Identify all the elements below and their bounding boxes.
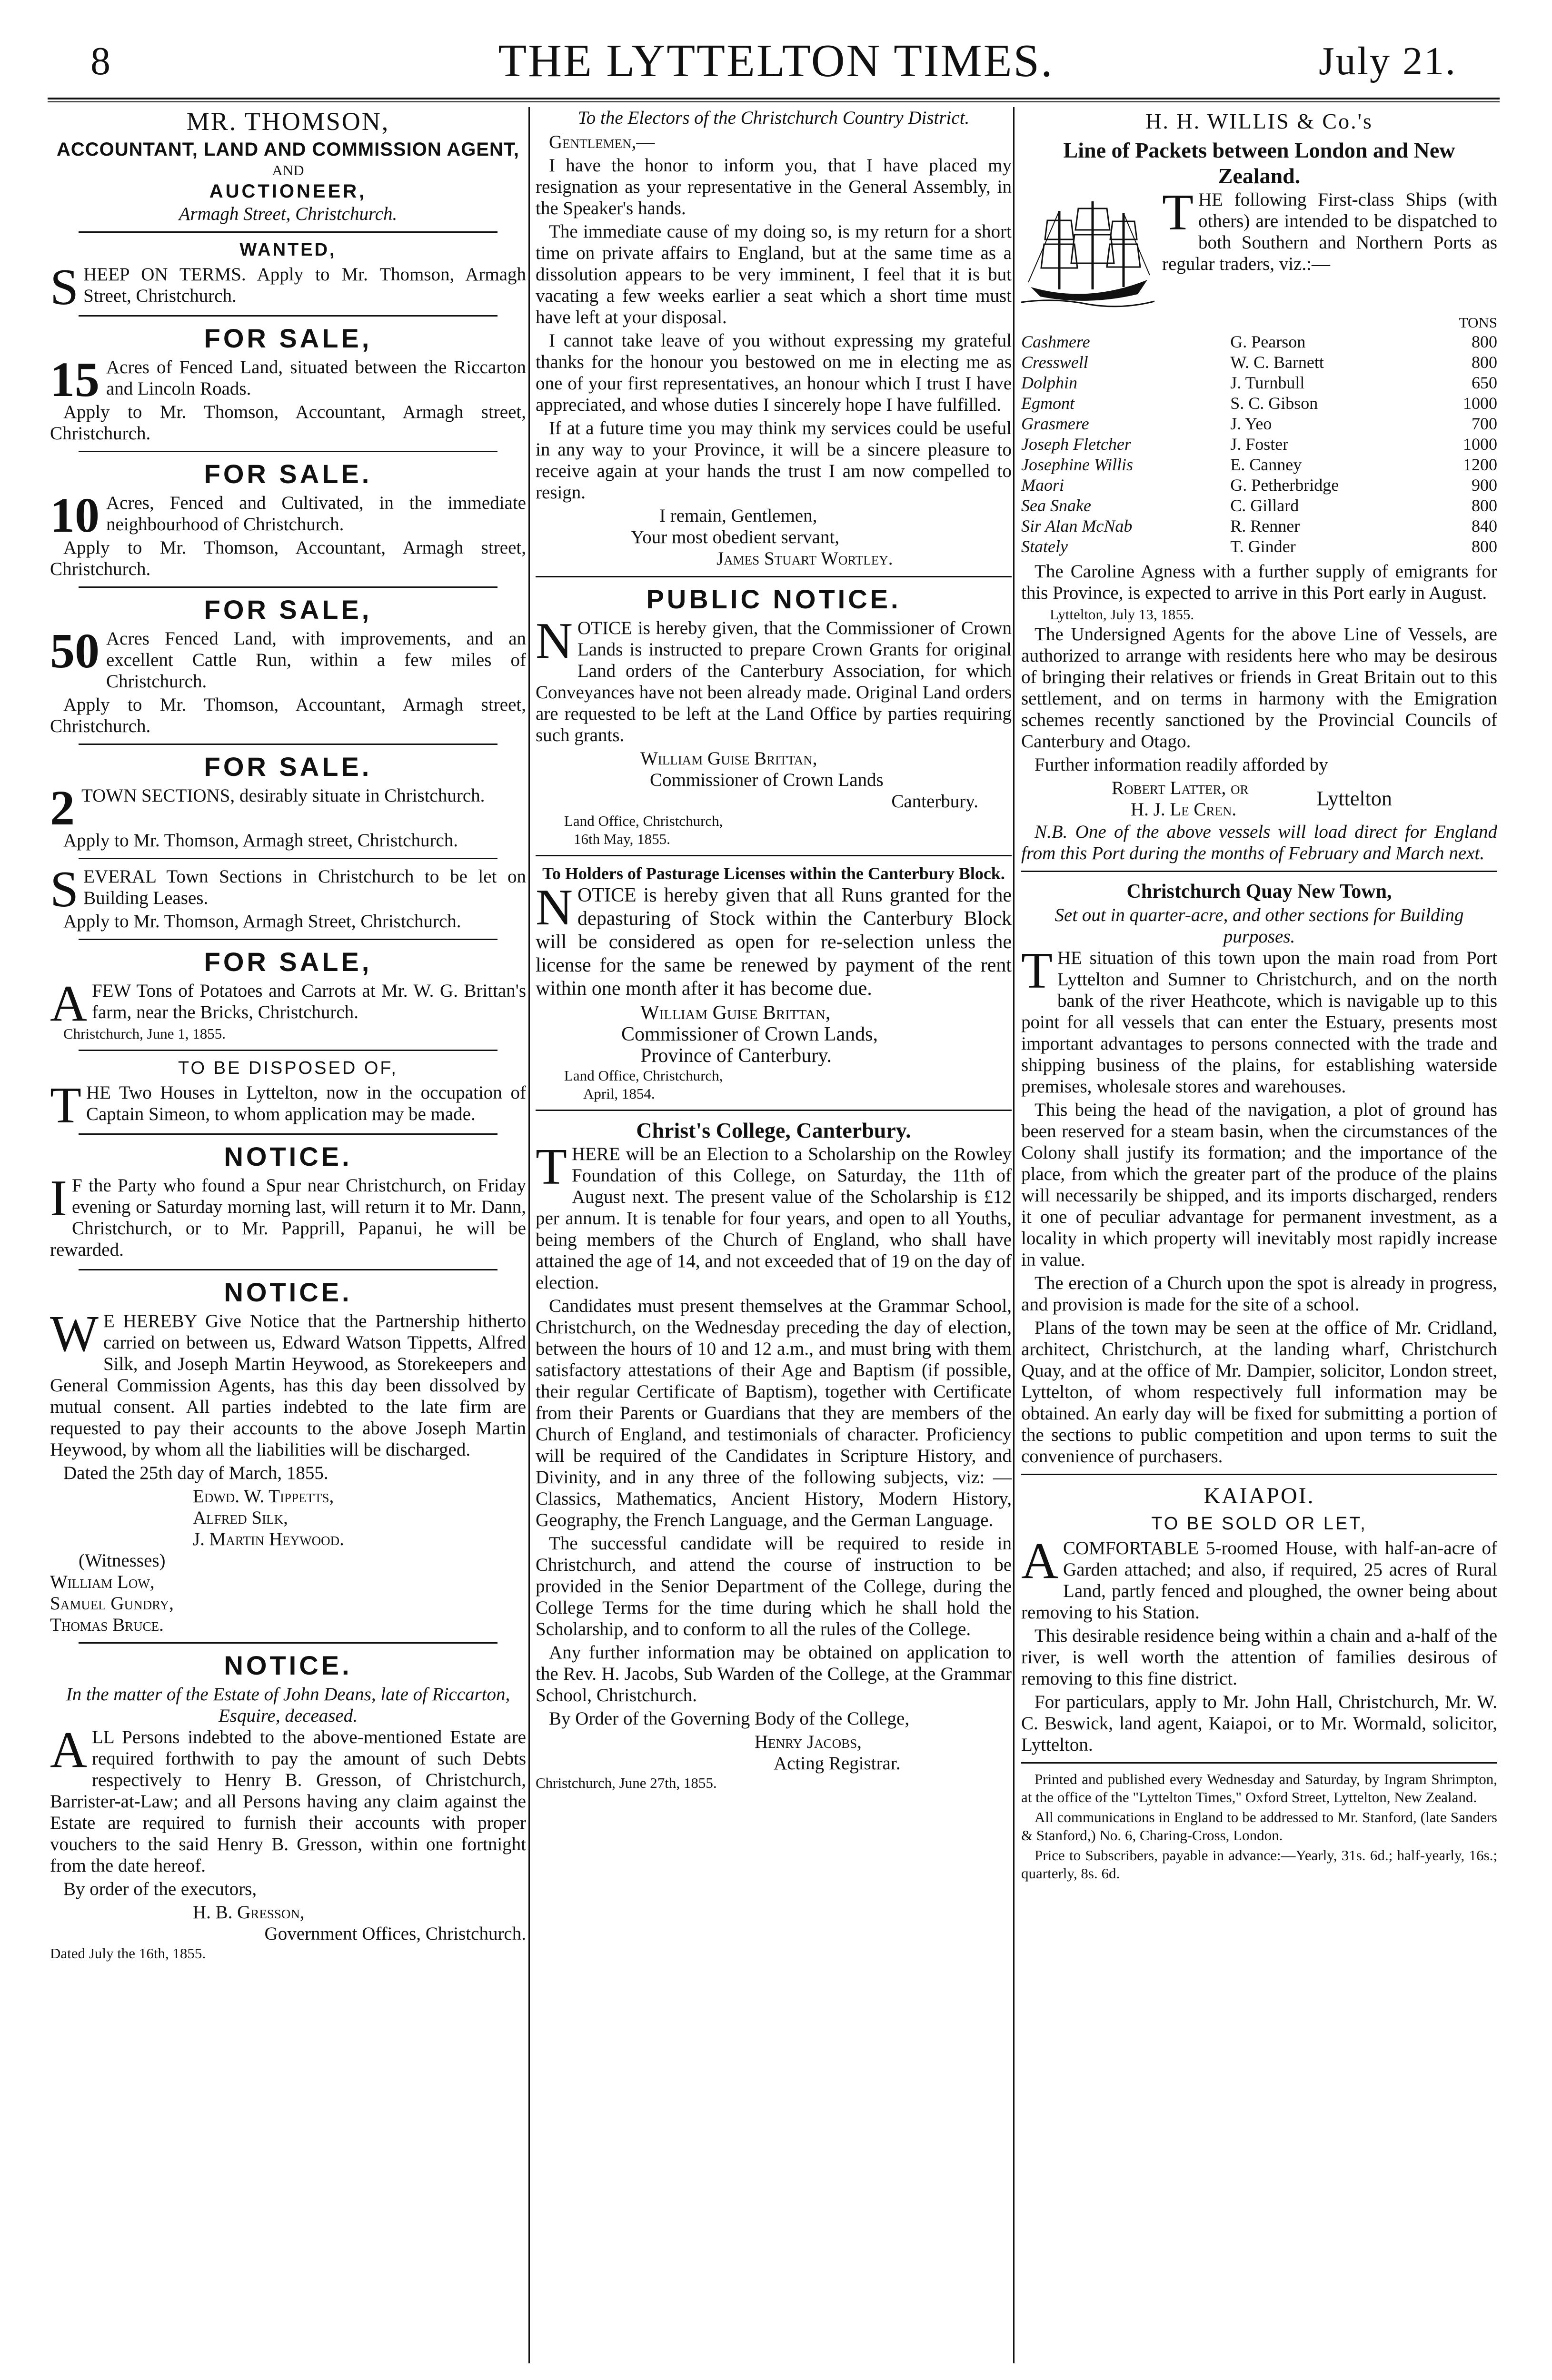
drop-cap: I <box>50 1170 67 1227</box>
drop-cap: T <box>536 1139 567 1195</box>
ship-tonnage: 800 <box>1472 496 1497 515</box>
drop-cap: A <box>50 975 87 1032</box>
ad-paragraph: This desirable residence being within a chain and a-half of the river, is well worth the attention of families desirous of removing to this fine district. <box>1021 1626 1497 1689</box>
separator <box>79 1642 497 1644</box>
ad-office: Land Office, Christchurch, <box>564 1067 723 1084</box>
ad-heading: WANTED, <box>239 240 337 260</box>
letter-paragraph: The immediate cause of my doing so, is my return for a short time on private affairs to England, but at the same time as a dissolution appears to be very imminent, I feel that it is but vacating a few weeks earlier a seat which a short time must have left at your disposal. <box>536 221 1012 327</box>
advertiser-name: H. H. WILLIS & Co.'s <box>1145 109 1373 133</box>
ad-heading: FOR SALE. <box>204 752 372 782</box>
column-right <box>1021 107 1497 1884</box>
separator <box>79 858 497 859</box>
ad-heading: KAIAPOI. <box>1204 1483 1315 1508</box>
ad-text: HE Two Houses in Lyttelton, now in the occupation of Captain Simeon, to whom application may be made. <box>86 1082 526 1124</box>
advertiser-title-2: AUCTIONEER, <box>209 181 367 202</box>
ship-captain: G. Petherbridge <box>1230 476 1339 495</box>
ship-captain: J. Turnbull <box>1230 373 1305 392</box>
column-divider <box>528 107 530 2363</box>
imprint-paragraph: Price to Subscribers, payable in advance:—Yearly, 31s. 6d.; half-yearly, 16s.; quarterly, 8s. 6d. <box>1021 1847 1497 1882</box>
ship-row <box>1021 475 1497 496</box>
ad-order: By order of the executors, <box>63 1879 257 1899</box>
ship-name: Cashmere <box>1021 332 1090 351</box>
letter-closing: Your most obedient servant, <box>631 527 840 547</box>
ship-captain: W. C. Barnett <box>1230 353 1324 372</box>
ad-office: Land Office, Christchurch, <box>564 813 723 829</box>
ad-heading: FOR SALE, <box>204 323 372 353</box>
ad-heading: Christ's College, Canterbury. <box>636 1118 911 1142</box>
ship-tonnage: 1200 <box>1463 455 1497 474</box>
ship-name: Maori <box>1021 476 1064 495</box>
witness-name: Thomas Bruce. <box>50 1615 164 1635</box>
section-number: 2 <box>50 781 75 835</box>
ad-paragraph: The erection of a Church upon the spot is already in progress, and provision is made for the site of a school. <box>1021 1273 1497 1315</box>
ship-name: Dolphin <box>1021 373 1078 392</box>
ship-name: Joseph Fletcher <box>1021 435 1131 454</box>
signature: Alfred Silk, <box>193 1507 288 1528</box>
ad-paragraph: Any further information may be obtained on application to the Rev. H. Jacobs, Sub Warden of the College, at the Grammar School, Christchurch. <box>536 1642 1012 1706</box>
column-divider <box>1013 107 1015 2363</box>
ship-row <box>1021 393 1497 414</box>
witness-name: William Low, <box>50 1572 155 1592</box>
separator <box>79 744 497 745</box>
ad-date: Lyttelton, July 13, 1855. <box>1050 606 1194 623</box>
witnesses-label: (Witnesses) <box>79 1550 166 1571</box>
ad-note: N.B. One of the above vessels will load direct for England from this Port during the months of February and March next. <box>1021 822 1497 863</box>
signature: James Stuart Wortley. <box>716 548 893 569</box>
letter-paragraph: If at a future time you may think my services could be useful in any way to your Province, it will be a sincere pleasure to receive again at your hands the trust I am now compelled to resign. <box>536 418 1012 503</box>
ad-heading: FOR SALE, <box>204 947 372 977</box>
ad-subheading: Set out in quarter-acre, and other sections for Building purposes. <box>1055 905 1464 947</box>
ad-heading: NOTICE. <box>224 1650 352 1680</box>
separator <box>1021 1762 1497 1764</box>
ad-paragraph: Candidates must present themselves at the Grammar School, Christchurch, on the Wednesday preceding the day of election, between the hours of 10 and 12 a.m., and must bring with them satisfactory attestations of their Age and Baptism (if possible, their regular Certificate of Baptism), together with Certificate from their Parents or Guardians that they are members of the Church of England, and testimonials of character. Proficiency will be required of the Candidates in Scripture History, and Divinity, and in any three of the following subjects, viz: —Classics, Mathematics, Ancient History, Modern History, Geography, the French Language, and the German Language. <box>536 1296 1012 1530</box>
ad-apply: Apply to Mr. Thomson, Armagh street, Christchurch. <box>63 830 458 851</box>
ship-tonnage: 650 <box>1472 373 1497 392</box>
agent-name: Robert Latter, or <box>1112 778 1249 798</box>
ad-paragraph: This being the head of the navigation, a plot of ground has been reserved for a steam basin, when the circumstances of the Colony shall justify its formation; and the importance of the place, from which the greater part of the produce of the plains will necessarily be shipped, and its imports discharged, renders it one of peculiar advantage for permanent investment, as a locality in which property will inevitably most rapidly increase in value. <box>1021 1100 1497 1270</box>
header-rule-thin <box>48 101 1500 102</box>
imprint-paragraph: Printed and published every Wednesday and Saturday, by Ingram Shrimpton, at the office of the "Lyttelton Times," Oxford Street, Lyttelton, New Zealand. <box>1021 1771 1497 1805</box>
ad-paragraph: The successful candidate will be required to reside in Christchurch, and attend the course of instruction to be provided in the Senior Department of the College, during the College Terms for the time during which he shall hold the Scholarship, and to conform to all the rules of the College. <box>536 1533 1012 1639</box>
ad-disposed <box>50 1058 526 1134</box>
ad-subheading: In the matter of the Estate of John Deans, late of Riccarton, Esquire, deceased. <box>66 1684 510 1726</box>
header-rule <box>48 98 1500 99</box>
ad-text: OTICE is hereby given that all Runs granted for the depasturing of Stock within the Canterbury Block will be considered as open for re-selection unless the license for the same be renewed by payment of the rent within one month after it has become due. <box>536 884 1012 1000</box>
ship-captain: T. Ginder <box>1230 537 1296 556</box>
ship-tonnage: 800 <box>1472 537 1497 556</box>
separator <box>79 1050 497 1051</box>
ad-paragraph: The Caroline Agness with a further supply of emigrants for this Province, is expected to arrive in this Port early in August. <box>1021 561 1497 603</box>
ad-heading: Line of Packets between London and New Zealand. <box>1063 138 1455 188</box>
ship-captain: C. Gillard <box>1230 496 1299 515</box>
signature-office: Government Offices, Christchurch. <box>264 1924 526 1944</box>
drop-cap: W <box>50 1306 99 1362</box>
agent-place: Lyttelton <box>1316 787 1392 810</box>
ship-row <box>1021 414 1497 434</box>
separator <box>79 451 497 452</box>
ship-row <box>1021 373 1497 393</box>
ships-table <box>1021 332 1497 557</box>
drop-cap: T <box>1162 184 1194 241</box>
ship-row <box>1021 455 1497 475</box>
ad-text: Acres Fenced Land, with improvements, and an excellent Cattle Run, within a few miles of Christchurch. <box>106 628 526 692</box>
ad-pasturage-notice <box>536 863 1012 1103</box>
ship-name: Josephine Willis <box>1021 455 1133 474</box>
separator <box>1021 871 1497 872</box>
letter-closing: I remain, Gentlemen, <box>659 506 817 526</box>
advertiser-name: MR. THOMSON, <box>186 107 390 136</box>
ship-tonnage: 900 <box>1472 476 1497 495</box>
ad-heading: To Holders of Pasturage Licenses within the Canterbury Block. <box>542 864 1005 883</box>
ship-row <box>1021 496 1497 516</box>
ship-name: Sir Alan McNab <box>1021 516 1133 536</box>
ad-thomson <box>50 107 526 225</box>
ad-text: HE situation of this town upon the main road from Port Lyttelton and Sumner to Christchurch, and on the north bank of the river Heathcote, which is navigable up to this point for all vessels that can enter the Estuary, presents most important advantages to persons connected with the trade and shipping business of the plains, for establishing waterside premises, wholesale stores and warehouses. <box>1021 948 1497 1097</box>
separator <box>79 1133 497 1135</box>
ad-subheading: TO BE SOLD OR LET, <box>1151 1514 1367 1534</box>
ad-public-notice <box>536 584 1012 848</box>
ad-paragraph: For particulars, apply to Mr. John Hall, Christchurch, Mr. W. C. Beswick, land agent, Kaiapoi, or to Mr. Wormald, solicitor, Lyttelton. <box>1021 1692 1497 1755</box>
page-number: 8 <box>90 39 110 83</box>
ad-heading: FOR SALE, <box>204 595 372 625</box>
imprint-paragraph: All communications in England to be addressed to Mr. Stanford, (late Sanders & Stanford,) No. 6, Charing-Cross, London. <box>1021 1809 1497 1844</box>
ad-apply: Apply to Mr. Thomson, Armagh Street, Christchurch. <box>63 911 461 932</box>
ad-text: LL Persons indebted to the above-mentioned Estate are required forthwith to pay the amount of such Debts respectively to Henry B. Gresson, of Christchurch, Barrister-at-Law; and all Persons having any claim against the Estate are required to furnish their accounts with proper vouchers to the said Henry B. Gresson, within one fortnight from the date hereof. <box>50 1727 526 1876</box>
ship-captain: S. C. Gibson <box>1230 394 1318 413</box>
ship-captain: E. Canney <box>1230 455 1302 474</box>
acreage-number: 50 <box>50 624 99 678</box>
advertiser-title: ACCOUNTANT, LAND AND COMMISSION AGENT, <box>56 139 520 160</box>
separator <box>79 939 497 940</box>
ad-paragraph: The Undersigned Agents for the above Line of Vessels, are authorized to arrange with residents here who may be desirous of bringing their relatives or friends in Great Britain out to this settlement, and on terms in harmony with the Emigration schemes recently sanctioned by the Provincial Councils of Canterbury and Otago. <box>1021 624 1497 752</box>
ship-row <box>1021 516 1497 536</box>
ship-tonnage: 800 <box>1472 353 1497 372</box>
ship-name: Sea Snake <box>1021 496 1091 515</box>
ad-text: COMFORTABLE 5-roomed House, with half-an-acre of Garden attached; and also, if required, 25 acres of Rural Land, partly fenced and ploughed, the owner being about removing to his Station. <box>1021 1538 1497 1623</box>
column-left <box>50 107 526 1963</box>
ad-several-sections <box>50 861 526 932</box>
ad-wanted <box>50 239 526 316</box>
ad-paragraph: Plans of the town may be seen at the office of Mr. Cridland, architect, Christchurch, at the landing wharf, Christchurch Quay, and at the office of Mr. Dampier, solicitor, London street, Lyttelton, of whom respectively full information may be obtained. An early day will be fixed for submitting a portion of the sections to public competition and upon terms to suit the convenience of purchasers. <box>1021 1318 1497 1467</box>
ship-row <box>1021 536 1497 557</box>
sailing-ship-illustration <box>1021 192 1154 311</box>
ad-heading: PUBLIC NOTICE. <box>646 584 901 614</box>
advertiser-address: Armagh Street, Christchurch. <box>179 204 398 224</box>
ad-text: Acres of Fenced Land, situated between the Riccarton and Lincoln Roads. <box>106 357 526 399</box>
signature: Henry Jacobs, <box>755 1732 862 1752</box>
signature: William Guise Brittan, <box>640 748 817 769</box>
separator <box>79 315 497 317</box>
ad-text: F the Party who found a Spur near Christchurch, on Friday evening or Saturday morning last, will return it to Mr. Dann, Christchurch, or to Mr. Papprill, Papanui, he will be rewarded. <box>50 1175 526 1260</box>
ad-text: TOWN SECTIONS, desirably situate in Christchurch. <box>81 785 485 806</box>
signature-title: Acting Registrar. <box>774 1753 901 1774</box>
letter-paragraph: I have the honor to inform you, that I have placed my resignation as your representative in the General Assembly, in the Speaker's hands. <box>536 155 1012 218</box>
ad-heading: Christchurch Quay New Town, <box>1126 881 1392 902</box>
ad-heading: TO BE DISPOSED OF, <box>178 1058 398 1078</box>
ad-heading: NOTICE. <box>224 1141 352 1171</box>
ad-text: Acres, Fenced and Cultivated, in the immediate neighbourhood of Christchurch. <box>106 493 526 535</box>
ad-text: E HEREBY Give Notice that the Partnership hitherto carried on between us, Edward Watson Tippetts, Alfred Silk, and Joseph Martin Heywood, as Storekeepers and General Commission Agents, has this day been dissolved by mutual consent. All parties indebted to the late firm are requested to pay their accounts to the above Joseph Martin Heywood, by whom all the liabilities will be discharged. <box>50 1311 526 1460</box>
ad-christs-college <box>536 1118 1012 1792</box>
ship-row <box>1021 352 1497 373</box>
separator <box>536 576 1012 577</box>
ad-sale-50-acres <box>50 595 526 737</box>
signature: H. B. Gresson, <box>193 1902 305 1923</box>
ship-tonnage: 840 <box>1472 516 1497 536</box>
agent-name: H. J. Le Cren. <box>1131 799 1237 820</box>
ship-name: Cresswell <box>1021 353 1088 372</box>
separator <box>1021 1474 1497 1475</box>
ad-kaiapoi <box>1021 1482 1497 1755</box>
ad-heading: To the Electors of the Christchurch Country District. <box>577 108 970 128</box>
acreage-number: 10 <box>50 488 99 543</box>
ad-text: HE following First-class Ships (with others) are intended to be dispatched to both Southern and Northern Ports as regular traders, viz.:— <box>1162 189 1497 274</box>
ad-date: Dated July the 16th, 1855. <box>50 1945 206 1962</box>
ad-date: Dated the 25th day of March, 1855. <box>63 1463 328 1483</box>
ad-spur-notice <box>50 1141 526 1262</box>
ad-deans-estate <box>50 1650 526 1963</box>
ship-tonnage: 1000 <box>1463 435 1497 454</box>
ad-date: Christchurch, June 27th, 1855. <box>536 1775 717 1791</box>
separator <box>536 1110 1012 1111</box>
and-text: AND <box>272 162 304 178</box>
ad-sale-15-acres <box>50 323 526 444</box>
ad-text: HEEP ON TERMS. Apply to Mr. Thomson, Armagh Street, Christchurch. <box>83 264 526 306</box>
separator <box>79 231 497 233</box>
ad-text: EVERAL Town Sections in Christchurch to be let on Building Leases. <box>83 866 526 908</box>
ship-tonnage: 700 <box>1472 414 1497 433</box>
drop-cap: T <box>1021 942 1053 999</box>
ad-partnership-notice <box>50 1277 526 1636</box>
ship-tonnage: 1000 <box>1463 394 1497 413</box>
drop-cap: N <box>536 613 573 669</box>
ship-captain: J. Foster <box>1230 435 1289 454</box>
ad-town-sections <box>50 752 526 851</box>
ad-willis-packets <box>1021 107 1497 864</box>
ship-row <box>1021 434 1497 455</box>
separator <box>79 1269 497 1270</box>
drop-cap: T <box>50 1077 81 1134</box>
drop-cap: S <box>50 861 79 918</box>
masthead <box>0 29 1552 100</box>
drop-cap: S <box>50 259 79 316</box>
ad-potatoes <box>50 947 526 1043</box>
signature-place: Canterbury. <box>891 791 978 812</box>
separator <box>79 586 497 588</box>
ship-name: Stately <box>1021 537 1068 556</box>
signature-title: Commissioner of Crown Lands <box>650 770 884 790</box>
drop-cap: N <box>536 879 573 936</box>
ship-name: Egmont <box>1021 394 1074 413</box>
drop-cap: A <box>1021 1533 1058 1589</box>
acreage-number: 15 <box>50 352 99 407</box>
ad-text: HERE will be an Election to a Scholarship on the Rowley Foundation of this College, on Saturday, the 11th of August next. The present value of the Scholarship is £12 per annum. It is tenable for four years, and open to all Youths, being members of the Church of England, who shall have attained the age of 14, and not exceeded that of 19 on the day of election. <box>536 1144 1012 1293</box>
letter-paragraph: I cannot take leave of you without expressing my grateful thanks for the honour you bestowed on me in electing me as one of your first representatives, an honour which I trust I have appreciated, and whose duties I sincerely hope I have fulfilled. <box>536 330 1012 415</box>
ad-heading: NOTICE. <box>224 1277 352 1307</box>
ad-date: April, 1854. <box>583 1085 655 1102</box>
signature: William Guise Brittan, <box>640 1002 831 1024</box>
ad-paragraph: By Order of the Governing Body of the College, <box>549 1708 910 1729</box>
signature: J. Martin Heywood. <box>193 1529 344 1549</box>
signature-title: Commissioner of Crown Lands, <box>621 1023 878 1045</box>
signature: Edwd. W. Tippetts, <box>193 1486 334 1507</box>
printer-imprint <box>1021 1770 1497 1883</box>
ad-paragraph: Further information readily afforded by <box>1035 754 1328 775</box>
ad-text: OTICE is hereby given, that the Commissioner of Crown Lands is instructed to prepare Crown Grants for original Land orders of the Canterbury Association, for which Conveyances have not been already made. Original Land orders are requested to be left at the Land Office by parties requiring such grants. <box>536 618 1012 745</box>
ad-date: 16th May, 1855. <box>574 831 670 847</box>
ad-apply: Apply to Mr. Thomson, Accountant, Armagh street, Christchurch. <box>50 694 526 736</box>
witness-name: Samuel Gundry, <box>50 1593 174 1614</box>
ad-heading: FOR SALE. <box>204 459 372 489</box>
issue-date: July 21. <box>1318 39 1457 83</box>
newspaper-title: THE LYTTELTON TIMES. <box>498 35 1054 87</box>
signature-place: Province of Canterbury. <box>640 1045 832 1067</box>
ad-sale-10-acres <box>50 459 526 580</box>
ad-text: FEW Tons of Potatoes and Carrots at Mr. W. G. Brittan's farm, near the Bricks, Christchurch. <box>92 981 526 1022</box>
ship-captain: J. Yeo <box>1230 414 1272 433</box>
ad-quay-new-town <box>1021 879 1497 1467</box>
ship-captain: G. Pearson <box>1230 332 1306 351</box>
tons-label: TONS <box>1459 314 1497 331</box>
separator <box>536 855 1012 856</box>
column-middle <box>536 107 1012 1792</box>
ad-electors-letter <box>536 107 1012 569</box>
ship-row <box>1021 332 1497 352</box>
ship-name: Grasmere <box>1021 414 1089 433</box>
ship-tonnage: 800 <box>1472 332 1497 351</box>
ad-apply: Apply to Mr. Thomson, Accountant, Armagh street, Christchurch. <box>50 537 526 579</box>
ad-apply: Apply to Mr. Thomson, Accountant, Armagh street, Christchurch. <box>50 402 526 444</box>
drop-cap: A <box>50 1722 87 1778</box>
ad-date: Christchurch, June 1, 1855. <box>63 1025 226 1042</box>
salutation: Gentlemen,— <box>549 132 655 152</box>
ship-captain: R. Renner <box>1230 516 1300 536</box>
